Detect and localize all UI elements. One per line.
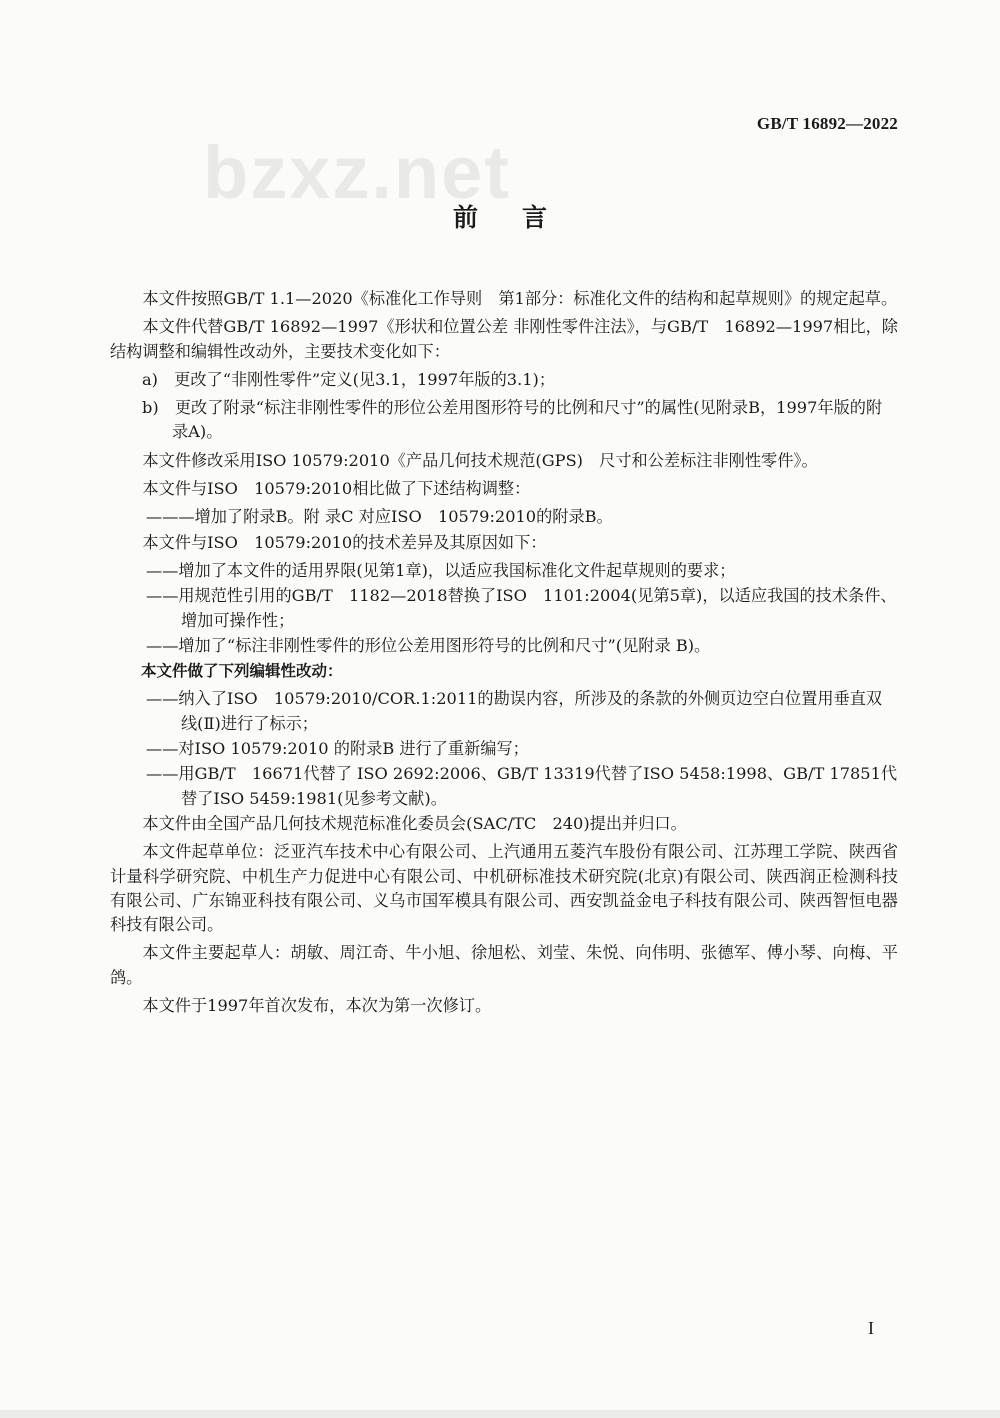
section-heading: 本文件做了下列编辑性改动： (141, 662, 343, 681)
list-item: a) 更改了“非刚性零件”定义(见3.1，1997年版的3.1)； (142, 369, 556, 389)
list-item: b) 更改了附录“标注非刚性零件的形位公差用图形符号的比例和尺寸”的属性(见附录B，1997年版的附录A)。 (142, 398, 883, 442)
dash-item: ——用GB/T 16671代替了 ISO 2692:2006、GB/T 13319代替了ISO 5458:1998、GB/T 17851代替了ISO 5459:1981(见参考文献)。 (146, 764, 898, 808)
paragraph: 本文件与ISO 10579:2010的技术差异及其原因如下： (142, 532, 547, 552)
paragraph: 本文件代替GB/T 16892—1997《形状和位置公差 非刚性零件注法》，与GB/T 16892—1997相比，除结构调整和编辑性改动外，主要技术变化如下： (110, 317, 898, 361)
paragraph: 本文件起草单位：泛亚汽车技术中心有限公司、上汽通用五菱汽车股份有限公司、江苏理工学院、陕西省计量科学研究院、中机生产力促进中心有限公司、中机研标准技术研究院(北京)有限公司、陕西润正检测科技有限公司、广东锦亚科技有限公司、义乌市国军模具有限公司、西安凯益金电子科技有限公司、陕西智恒电器科技有限公司。 (110, 842, 898, 935)
dash-item: ——用规范性引用的GB/T 1182—2018替换了ISO 1101:2004(见第5章)，以适应我国的技术条件、增加可操作性； (146, 586, 897, 630)
watermark: bzxz.net (203, 131, 511, 214)
paragraph: 本文件主要起草人：胡敏、周江奇、牛小旭、徐旭松、刘莹、朱悦、向伟明、张德军、傅小琴、向梅、平鸽。 (110, 943, 898, 987)
paragraph: 本文件于1997年首次发布，本次为第一次修订。 (142, 996, 492, 1016)
dash-item: ——纳入了ISO 10579:2010/COR.1:2011的勘误内容，所涉及的条款的外侧页边空白位置用垂直双线(Ⅱ)进行了标示； (146, 689, 883, 733)
dash-item: ———增加了附录B。附 录C 对应ISO 10579:2010的附录B。 (146, 507, 613, 527)
paragraph: 本文件与ISO 10579:2010相比做了下述结构调整： (142, 479, 531, 499)
page-title: 前言 (452, 203, 591, 232)
paragraph: 本文件修改采用ISO 10579:2010《产品几何技术规范(GPS) 尺寸和公差标注非刚性零件》。 (142, 450, 818, 470)
paragraph: 本文件由全国产品几何技术规范标准化委员会(SAC/TC 240)提出并归口。 (142, 813, 687, 833)
dash-item: ——对ISO 10579:2010 的附录B 进行了重新编写； (146, 739, 529, 759)
page-number: I (868, 1318, 874, 1338)
foreword-body (110, 287, 898, 1022)
dash-item: ——增加了“标注非刚性零件的形位公差用图形符号的比例和尺寸”(见附录 B)。 (146, 635, 711, 655)
standard-number: GB/T 16892—2022 (756, 114, 898, 133)
dash-item: ——增加了本文件的适用界限(见第1章)，以适应我国标准化文件起草规则的要求； (146, 560, 736, 580)
page-bottom-edge (0, 1410, 1000, 1418)
paragraph: 本文件按照GB/T 1.1—2020《标准化工作导则 第1部分：标准化文件的结构和起草规则》的规定起草。 (142, 289, 898, 308)
